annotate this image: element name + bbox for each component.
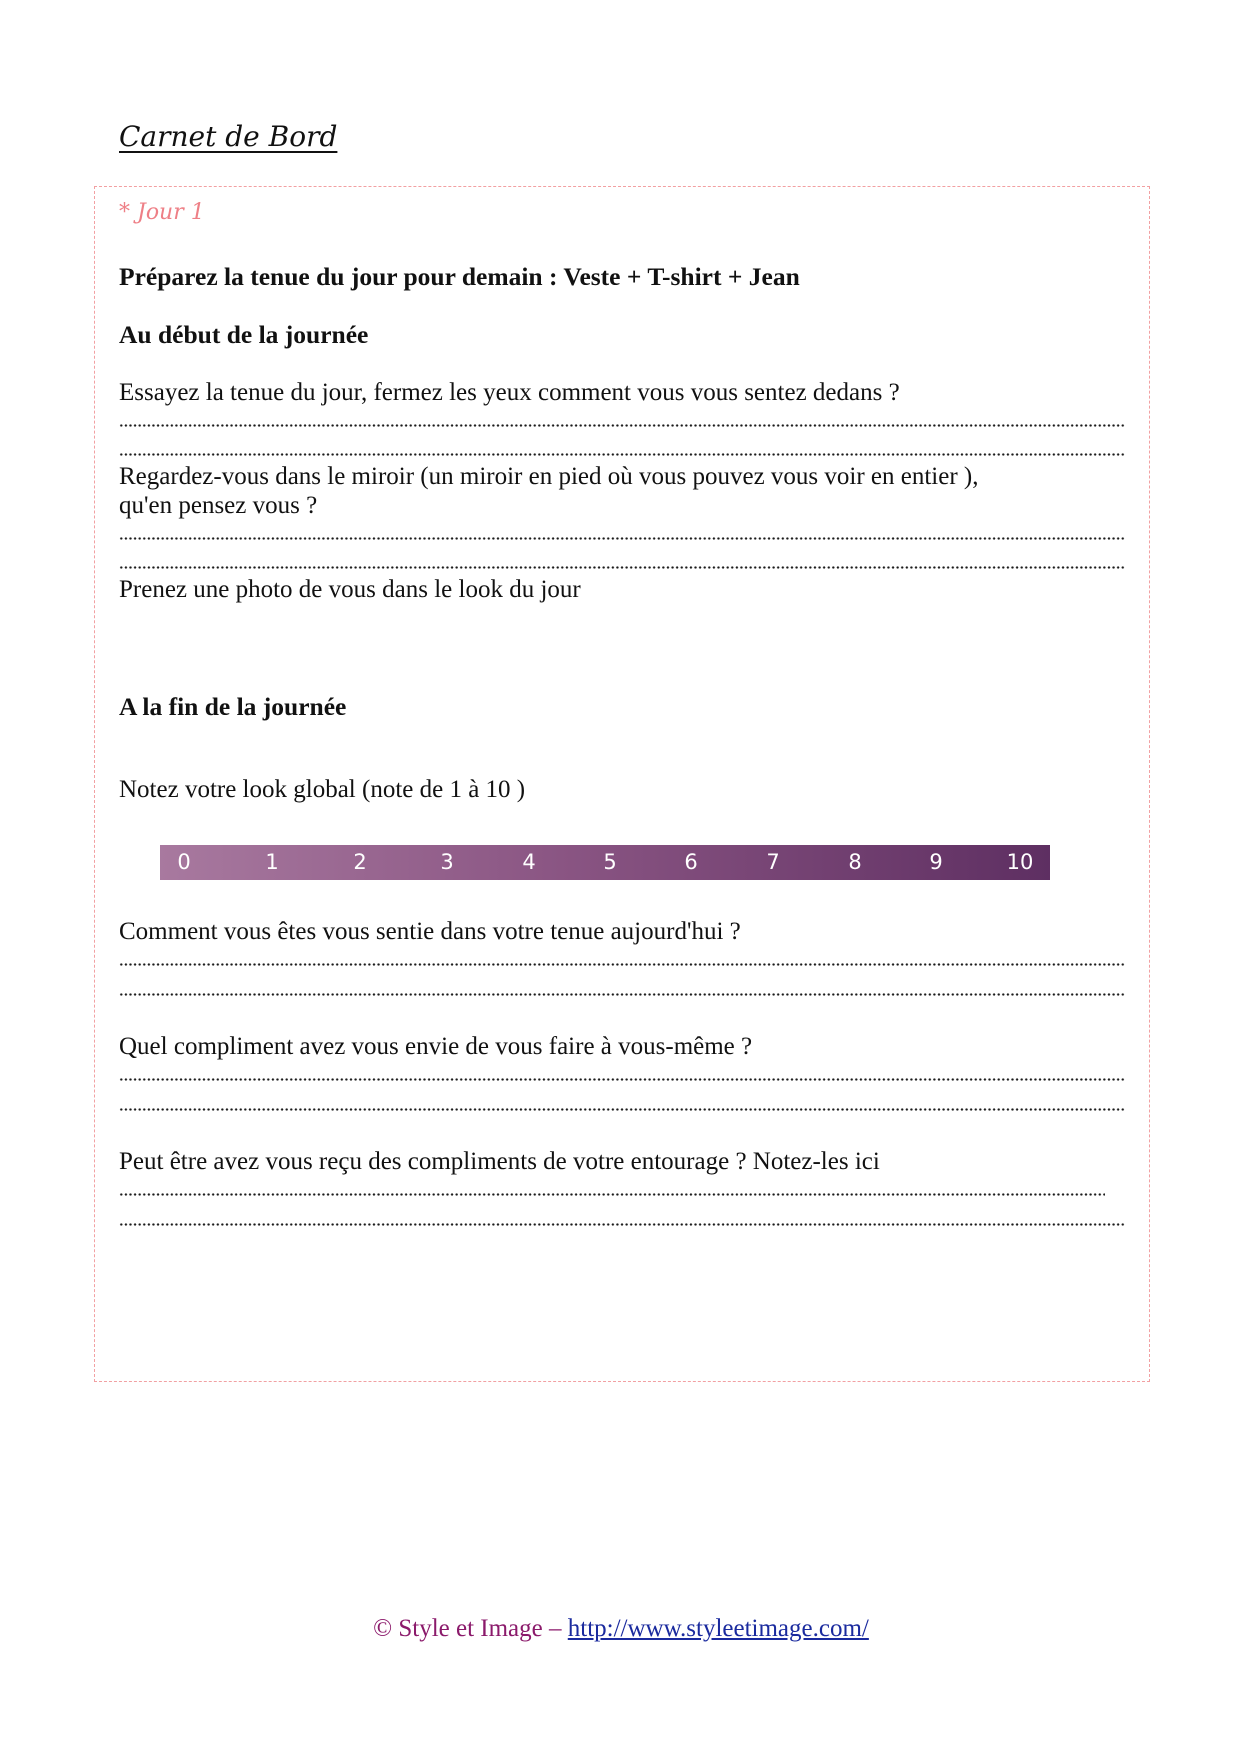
question-feeling-today: Comment vous êtes vous sentie dans votre tenue aujourd'hui ?	[119, 918, 741, 945]
question-feeling-in-outfit: Essayez la tenue du jour, fermez les yeux comment vous vous sentez dedans ?	[119, 379, 900, 406]
rating-option-5[interactable]: 5	[603, 850, 617, 874]
rating-option-1[interactable]: 1	[265, 850, 279, 874]
answer-line[interactable]	[119, 1078, 1125, 1081]
rating-option-7[interactable]: 7	[766, 850, 780, 874]
rating-option-2[interactable]: 2	[353, 850, 367, 874]
rating-option-10[interactable]: 10	[1006, 850, 1034, 874]
answer-line[interactable]	[119, 537, 1125, 540]
answer-line[interactable]	[119, 1193, 1105, 1196]
footer	[0, 1615, 1242, 1643]
answer-line[interactable]	[119, 963, 1125, 966]
rating-prompt: Notez votre look global (note de 1 à 10 )	[119, 776, 526, 803]
answer-line[interactable]	[119, 1108, 1125, 1111]
rating-option-8[interactable]: 8	[848, 850, 862, 874]
footer-copyright: © Style et Image –	[373, 1615, 568, 1642]
rating-scale	[160, 845, 1050, 880]
answer-line[interactable]	[119, 566, 1125, 569]
question-self-compliment: Quel compliment avez vous envie de vous faire à vous-même ?	[119, 1033, 753, 1060]
morning-heading: Au début de la journée	[119, 320, 369, 349]
footer-website-link[interactable]: http://www.styleetimage.com/	[567, 1615, 869, 1642]
rating-option-0[interactable]: 0	[177, 850, 191, 874]
photo-instruction: Prenez une photo de vous dans le look du jour	[119, 576, 581, 603]
answer-line[interactable]	[119, 1223, 1125, 1226]
answer-line[interactable]	[119, 453, 1125, 456]
rating-option-3[interactable]: 3	[440, 850, 454, 874]
question-received-compliments: Peut être avez vous reçu des compliments de votre entourage ? Notez-les ici	[119, 1148, 880, 1175]
rating-option-6[interactable]: 6	[684, 850, 698, 874]
rating-option-9[interactable]: 9	[929, 850, 943, 874]
document-title: Carnet de Bord	[119, 120, 338, 153]
answer-line[interactable]	[119, 424, 1125, 427]
evening-heading: A la fin de la journée	[119, 692, 347, 721]
answer-line[interactable]	[119, 993, 1125, 996]
rating-option-4[interactable]: 4	[522, 850, 536, 874]
day-label: * Jour 1	[119, 200, 205, 225]
question-mirror-line-1: Regardez-vous dans le miroir (un miroir en pied où vous pouvez vous voir en entier ),	[119, 463, 979, 490]
outfit-prompt: Préparez la tenue du jour pour demain : Veste + T-shirt + Jean	[119, 262, 800, 291]
question-mirror-line-2: qu'en pensez vous ?	[119, 492, 318, 519]
